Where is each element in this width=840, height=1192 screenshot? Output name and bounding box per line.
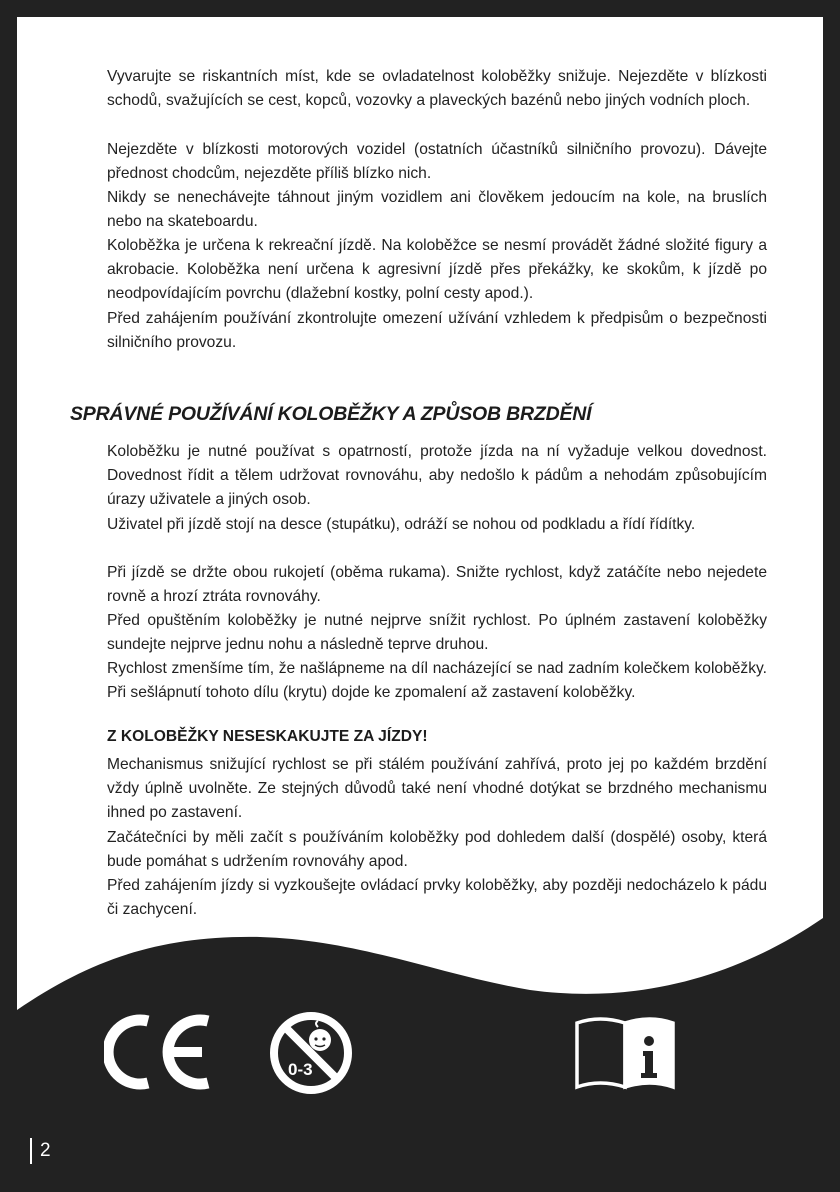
paragraph-standing: Uživatel při jízdě stojí na desce (stupátku), odráží se nohou od podkladu a řídí řídítky. [107,516,696,533]
warning-text: Z KOLOBĚŽKY NESESKAKUJTE ZA JÍZDY! [107,728,428,745]
page-number-label: 2 [40,1140,51,1161]
paragraph-regulations: Před zahájením používání zkontrolujte omezení užívání vzhledem k předpisům o bezpečnosti silničního provozu. [107,310,767,352]
age-label: 0-3 [288,1060,313,1079]
paragraph-beginners: Začátečníci by měli začít s používáním koloběžky pod dohledem další (dospělé) osoby, která bude pomáhat s udržením rovnováhy apod. [107,829,767,871]
page-number-bar [30,1138,32,1164]
paragraph-dismount: Před opuštěním koloběžky je nutné nejprve snížit rychlost. Po úplném zastavení koloběžky sundejte nejprve jednu nohu a následně teprve druhou. [107,612,767,654]
paragraph-mechanism: Mechanismus snižující rychlost se při stálém používání zahřívá, proto jej po každém brzdění vždy úplně uvolněte. Ze stejných důvodů také není vhodné dotýkat se brzdného mechanismu ihned po zastavení. [107,756,767,822]
paragraph-controls: Před zahájením jízdy si vyzkoušejte ovládací prvky koloběžky, aby později nedocházelo k pádu či zachycení. [107,877,767,919]
paragraph-recreation: Koloběžka je určena k rekreační jízdě. Na koloběžce se nesmí provádět žádné složité figury a akrobacie. Koloběžka není určena k agresivní jízdě přes překážky, ke skokům, k jízdě po neodpovídajícím povrchu (dlažební kostky, polní cesty apod.). [107,237,767,303]
paragraph-hazards: Vyvarujte se riskantních míst, kde se ovladatelnost koloběžky snižuje. Nejezděte v blízkosti schodů, svažujících se cest, kopců, vozovky a plaveckých bazénů nebo jiných vodních ploch. [107,68,767,110]
age-warning-icon [268,1010,354,1096]
paragraph-caution: Koloběžku je nutné používat s opatrností, protože jízda na ní vyžaduje velkou dovednost. Dovednost řídit a tělem udržovat rovnováhu, aby nedošlo k pádům a nehodám způsobujícím úrazy uživatele a jiných osob. [107,443,767,509]
paragraph-braking: Rychlost zmenšíme tím, že našlápneme na díl nacházející se nad zadním kolečkem koloběžky. Při sešlápnutí tohoto dílu (krytu) dojde ke zpomalení až zastavení koloběžky. [107,660,767,702]
section-heading: SPRÁVNÉ POUŽÍVÁNÍ KOLOBĚŽKY A ZPŮSOB BRZDĚNÍ [70,403,592,425]
page-number [30,1138,51,1164]
paragraph-handles: Při jízdě se držte obou rukojetí (oběma rukama). Snižte rychlost, když zatáčíte nebo nejedete rovně a hrozí ztráta rovnováhy. [107,564,767,606]
ce-mark-icon [104,1013,214,1091]
paragraph-towing: Nikdy se nenechávejte táhnout jiným vozidlem ani člověkem jedoucím na kole, na bruslích nebo na skateboardu. [107,189,767,231]
age-warning [268,1010,354,1096]
paragraph-vehicles: Nejezděte v blízkosti motorových vozidel (ostatních účastníků silničního provozu). Dávejte přednost chodcům, nejezděte příliš blízko nich. [107,141,767,183]
manual-info-icon [572,1013,678,1091]
